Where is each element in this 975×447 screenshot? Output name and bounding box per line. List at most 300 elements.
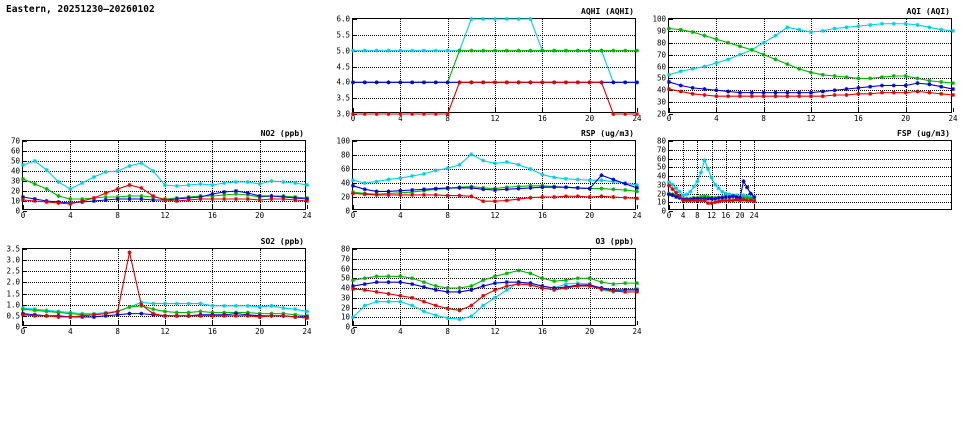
data-point-marker: [674, 186, 678, 190]
data-point-marker: [410, 49, 414, 53]
data-point-marker: [151, 302, 155, 306]
chart-title-aqi: AQI (AQI): [906, 7, 950, 16]
x-tick-label: 8: [115, 327, 120, 336]
data-point-marker: [710, 176, 714, 180]
data-point-marker: [493, 188, 497, 192]
data-point-marker: [552, 195, 556, 199]
data-point-marker: [845, 93, 849, 97]
data-point-marker: [951, 29, 955, 33]
series-layer-fsp: [669, 141, 953, 211]
data-point-marker: [410, 193, 414, 197]
y-tick-label: 30: [656, 97, 666, 107]
data-point-marker: [375, 280, 379, 284]
x-tick-label: 20: [585, 114, 595, 123]
data-point-marker: [446, 306, 450, 310]
data-point-marker: [422, 193, 426, 197]
data-point-marker: [446, 166, 450, 170]
data-point-marker: [493, 288, 497, 292]
data-point-marker: [469, 49, 473, 53]
data-point-marker: [833, 74, 837, 78]
data-point-marker: [116, 169, 120, 173]
data-point-marker: [458, 49, 462, 53]
data-point-marker: [481, 278, 485, 282]
data-point-marker: [868, 92, 872, 96]
data-point-marker: [750, 48, 754, 52]
data-point-marker: [387, 189, 391, 193]
data-point-marker: [222, 181, 226, 185]
data-point-marker: [116, 309, 120, 313]
data-point-marker: [762, 91, 766, 95]
data-point-marker: [104, 198, 108, 202]
data-point-marker: [387, 112, 391, 116]
y-tick-label: 80: [340, 244, 350, 254]
data-point-marker: [681, 199, 685, 203]
data-point-marker: [703, 93, 707, 97]
data-point-marker: [351, 287, 355, 291]
data-point-marker: [691, 30, 695, 34]
y-tick-label: 50: [10, 156, 20, 166]
data-point-marker: [623, 196, 627, 200]
data-point-marker: [927, 91, 931, 95]
data-point-marker: [422, 280, 426, 284]
y-tick-label: 10: [656, 197, 666, 207]
data-point-marker: [845, 75, 849, 79]
data-point-marker: [446, 49, 450, 53]
data-point-marker: [774, 94, 778, 98]
x-tick-label: 16: [537, 114, 547, 123]
x-tick-label: 16: [537, 211, 547, 220]
data-point-marker: [410, 296, 414, 300]
data-point-marker: [68, 197, 72, 201]
x-tick-label: 8: [115, 211, 120, 220]
data-point-marker: [717, 196, 721, 200]
data-point-marker: [588, 178, 592, 182]
data-point-marker: [529, 196, 533, 200]
data-point-marker: [695, 179, 699, 183]
data-point-marker: [151, 312, 155, 316]
x-tick-label: 4: [398, 114, 403, 123]
data-point-marker: [635, 196, 639, 200]
data-point-marker: [151, 169, 155, 173]
data-point-marker: [375, 290, 379, 294]
data-point-marker: [671, 193, 675, 197]
x-tick-label: 12: [707, 211, 717, 220]
x-tick-label: 4: [398, 327, 403, 336]
y-tick-label: 40: [340, 178, 350, 188]
data-point-marker: [576, 178, 580, 182]
data-point-marker: [552, 49, 556, 53]
data-point-marker: [410, 276, 414, 280]
data-point-marker: [363, 288, 367, 292]
data-point-marker: [588, 187, 592, 191]
series-layer-aqi: [669, 19, 953, 114]
data-point-marker: [880, 91, 884, 95]
y-tick-label: 0: [15, 322, 20, 332]
data-point-marker: [785, 94, 789, 98]
data-point-marker: [163, 183, 167, 187]
data-point-marker: [529, 80, 533, 84]
data-point-marker: [375, 193, 379, 197]
data-point-marker: [717, 199, 721, 203]
data-point-marker: [517, 268, 521, 272]
data-point-marker: [738, 199, 742, 203]
data-point-marker: [210, 304, 214, 308]
data-point-marker: [387, 178, 391, 182]
data-point-marker: [667, 27, 671, 31]
data-point-marker: [128, 164, 132, 168]
data-point-marker: [139, 197, 143, 201]
data-point-marker: [305, 316, 309, 320]
data-point-marker: [422, 172, 426, 176]
y-tick-label: 20: [656, 189, 666, 198]
data-point-marker: [774, 34, 778, 38]
data-point-marker: [564, 185, 568, 189]
series-rsp-3: [351, 173, 639, 193]
data-point-marker: [678, 190, 682, 194]
data-point-marker: [293, 307, 297, 311]
data-point-marker: [410, 174, 414, 178]
data-point-marker: [21, 163, 25, 167]
data-point-marker: [681, 193, 685, 197]
data-point-marker: [717, 186, 721, 190]
data-point-marker: [398, 49, 402, 53]
data-point-marker: [904, 74, 908, 78]
data-point-marker: [199, 302, 203, 306]
data-point-marker: [576, 194, 580, 198]
data-point-marker: [611, 289, 615, 293]
data-point-marker: [387, 292, 391, 296]
x-tick-label: 24: [632, 327, 642, 336]
data-point-marker: [623, 80, 627, 84]
data-point-marker: [246, 197, 250, 201]
data-point-marker: [706, 197, 710, 201]
y-tick-label: 20: [340, 303, 350, 312]
data-point-marker: [762, 41, 766, 45]
data-point-marker: [797, 91, 801, 95]
data-point-marker: [363, 276, 367, 280]
data-point-marker: [833, 88, 837, 92]
data-point-marker: [458, 163, 462, 167]
data-point-marker: [175, 302, 179, 306]
x-tick-label: 24: [632, 114, 642, 123]
data-point-marker: [104, 312, 108, 316]
data-point-marker: [481, 294, 485, 298]
data-point-marker: [667, 184, 671, 188]
data-point-marker: [222, 314, 226, 318]
data-point-marker: [691, 92, 695, 96]
data-point-marker: [892, 84, 896, 88]
data-point-marker: [688, 190, 692, 194]
data-point-marker: [92, 196, 96, 200]
data-point-marker: [398, 193, 402, 197]
data-point-marker: [611, 112, 615, 116]
data-point-marker: [797, 28, 801, 32]
data-point-marker: [540, 80, 544, 84]
data-point-marker: [493, 281, 497, 285]
data-point-marker: [187, 183, 191, 187]
data-point-marker: [446, 286, 450, 290]
data-point-marker: [752, 199, 756, 203]
data-point-marker: [375, 49, 379, 53]
x-tickmark: [637, 108, 638, 112]
data-point-marker: [749, 192, 753, 196]
data-point-marker: [724, 192, 728, 196]
data-point-marker: [210, 183, 214, 187]
data-point-marker: [68, 187, 72, 191]
data-point-marker: [726, 89, 730, 93]
data-point-marker: [564, 177, 568, 181]
data-point-marker: [679, 28, 683, 32]
plot-area-aqhi: [336, 14, 642, 123]
data-point-marker: [222, 304, 226, 308]
data-point-marker: [679, 84, 683, 88]
data-point-marker: [481, 17, 485, 21]
data-point-marker: [892, 91, 896, 95]
data-point-marker: [387, 274, 391, 278]
y-tick-label: 0: [661, 206, 666, 216]
data-point-marker: [351, 315, 355, 319]
y-tick-label: 30: [340, 293, 350, 303]
plot-area-o3: [340, 244, 642, 336]
data-point-marker: [588, 195, 592, 199]
plot-area-so2: [6, 244, 312, 336]
data-point-marker: [611, 195, 615, 199]
data-point-marker: [611, 49, 615, 53]
data-point-marker: [57, 194, 61, 198]
data-point-marker: [904, 22, 908, 26]
data-point-marker: [809, 70, 813, 74]
data-point-marker: [351, 49, 355, 53]
data-point-marker: [809, 30, 813, 34]
data-point-marker: [904, 91, 908, 95]
data-point-marker: [410, 304, 414, 308]
x-tick-label: 0: [350, 327, 356, 336]
data-point-marker: [270, 304, 274, 308]
data-point-marker: [234, 180, 238, 184]
page-title: Eastern, 20251230–20260102: [6, 4, 155, 15]
data-point-marker: [270, 314, 274, 318]
series-layer-rsp: [353, 141, 637, 211]
data-point-marker: [187, 314, 191, 318]
data-point-marker: [469, 194, 473, 198]
data-point-marker: [517, 49, 521, 53]
series-layer-aqhi: [353, 19, 637, 114]
data-point-marker: [611, 80, 615, 84]
data-point-marker: [258, 198, 262, 202]
data-point-marker: [667, 180, 671, 184]
data-point-marker: [493, 199, 497, 203]
data-point-marker: [33, 308, 37, 312]
data-point-marker: [375, 180, 379, 184]
data-point-marker: [745, 199, 749, 203]
data-point-marker: [635, 281, 639, 285]
data-point-marker: [45, 200, 49, 204]
data-point-marker: [363, 304, 367, 308]
data-point-marker: [293, 198, 297, 202]
data-point-marker: [623, 112, 627, 116]
data-point-marker: [175, 314, 179, 318]
data-point-marker: [552, 279, 556, 283]
data-point-marker: [222, 197, 226, 201]
data-point-marker: [797, 94, 801, 98]
y-tick-label: 50: [656, 162, 666, 172]
data-point-marker: [726, 94, 730, 98]
data-point-marker: [434, 313, 438, 317]
data-point-marker: [80, 314, 84, 318]
y-tick-label: 40: [656, 171, 666, 181]
data-point-marker: [246, 314, 250, 318]
chart-title-aqhi: AQHI (AQHI): [581, 7, 634, 16]
data-point-marker: [600, 80, 604, 84]
data-point-marker: [363, 187, 367, 191]
x-tick-label: 20: [255, 327, 265, 336]
data-point-marker: [33, 314, 37, 318]
data-point-marker: [493, 161, 497, 165]
data-point-marker: [678, 194, 682, 198]
data-point-marker: [375, 189, 379, 193]
x-tickmark: [307, 321, 308, 325]
plot-area-aqi: [652, 14, 958, 123]
data-point-marker: [68, 315, 72, 319]
data-point-marker: [151, 194, 155, 198]
data-point-marker: [720, 199, 724, 203]
data-point-marker: [821, 89, 825, 93]
data-point-marker: [635, 49, 639, 53]
data-point-marker: [45, 187, 49, 191]
data-point-marker: [517, 163, 521, 167]
data-point-marker: [710, 197, 714, 201]
data-point-marker: [517, 282, 521, 286]
data-point-marker: [706, 201, 710, 205]
data-point-marker: [469, 80, 473, 84]
data-point-marker: [281, 314, 285, 318]
plot-area-no2: [10, 136, 312, 220]
data-point-marker: [517, 17, 521, 21]
data-point-marker: [529, 17, 533, 21]
data-point-marker: [163, 198, 167, 202]
x-tick-label: 0: [20, 327, 26, 336]
data-point-marker: [623, 188, 627, 192]
data-point-marker: [481, 199, 485, 203]
data-point-marker: [667, 80, 671, 84]
data-point-marker: [752, 195, 756, 199]
data-point-marker: [446, 194, 450, 198]
x-tick-label: 16: [537, 327, 547, 336]
x-tick-label: 20: [901, 114, 911, 123]
x-tick-label: 0: [666, 114, 672, 123]
y-tick-label: 20: [340, 192, 350, 202]
data-point-marker: [699, 199, 703, 203]
data-point-marker: [422, 187, 426, 191]
data-point-marker: [270, 197, 274, 201]
data-point-marker: [222, 190, 226, 194]
data-point-marker: [505, 187, 509, 191]
data-point-marker: [774, 91, 778, 95]
data-point-marker: [199, 182, 203, 186]
data-point-marker: [163, 314, 167, 318]
data-point-marker: [175, 199, 179, 203]
x-tick-label: 4: [714, 114, 719, 123]
y-tick-label: 2.0: [6, 277, 20, 287]
data-point-marker: [281, 180, 285, 184]
data-point-marker: [600, 194, 604, 198]
data-point-marker: [703, 34, 707, 38]
data-point-marker: [151, 307, 155, 311]
data-point-marker: [270, 179, 274, 183]
y-tick-label: 0: [15, 206, 20, 216]
data-point-marker: [856, 24, 860, 28]
y-tick-label: 60: [10, 146, 20, 156]
data-point-marker: [458, 290, 462, 294]
data-point-marker: [493, 296, 497, 300]
x-tick-label: 20: [735, 211, 745, 220]
data-point-marker: [742, 198, 746, 202]
series-aqhi-4: [351, 80, 639, 116]
data-point-marker: [833, 27, 837, 31]
data-point-marker: [446, 112, 450, 116]
data-point-marker: [892, 22, 896, 26]
data-point-marker: [387, 193, 391, 197]
data-point-marker: [738, 53, 742, 57]
data-point-marker: [199, 197, 203, 201]
data-point-marker: [446, 290, 450, 294]
data-point-marker: [576, 80, 580, 84]
y-tick-label: 0: [345, 206, 350, 216]
x-tick-label: 20: [585, 211, 595, 220]
data-point-marker: [505, 49, 509, 53]
x-tick-label: 12: [490, 211, 500, 220]
data-point-marker: [714, 37, 718, 41]
data-point-marker: [734, 198, 738, 202]
data-point-marker: [611, 187, 615, 191]
y-tick-label: 10: [10, 196, 20, 206]
data-point-marker: [892, 74, 896, 78]
data-point-marker: [951, 87, 955, 91]
y-tick-label: 70: [10, 136, 20, 146]
data-point-marker: [458, 308, 462, 312]
data-point-marker: [667, 192, 671, 196]
data-point-marker: [398, 80, 402, 84]
data-point-marker: [469, 314, 473, 318]
data-point-marker: [45, 168, 49, 172]
data-point-marker: [600, 287, 604, 291]
data-point-marker: [785, 25, 789, 29]
data-point-marker: [821, 73, 825, 77]
y-tick-label: 60: [656, 62, 666, 71]
data-point-marker: [713, 200, 717, 204]
x-tick-label: 24: [302, 211, 312, 220]
data-point-marker: [726, 57, 730, 61]
data-point-marker: [821, 29, 825, 33]
y-tick-label: 2.5: [6, 266, 20, 276]
data-point-marker: [422, 309, 426, 313]
data-point-marker: [45, 309, 49, 313]
data-point-marker: [552, 185, 556, 189]
data-point-marker: [505, 280, 509, 284]
y-tick-label: 10: [340, 312, 350, 322]
x-tickmark: [637, 321, 638, 325]
chart-title-fsp: FSP (ug/m3): [897, 129, 950, 138]
data-point-marker: [714, 88, 718, 92]
data-point-marker: [750, 91, 754, 95]
data-point-marker: [187, 198, 191, 202]
x-tick-label: 24: [302, 327, 312, 336]
data-point-marker: [128, 305, 132, 309]
data-point-marker: [293, 181, 297, 185]
data-point-marker: [234, 197, 238, 201]
data-point-marker: [667, 73, 671, 77]
data-point-marker: [363, 80, 367, 84]
